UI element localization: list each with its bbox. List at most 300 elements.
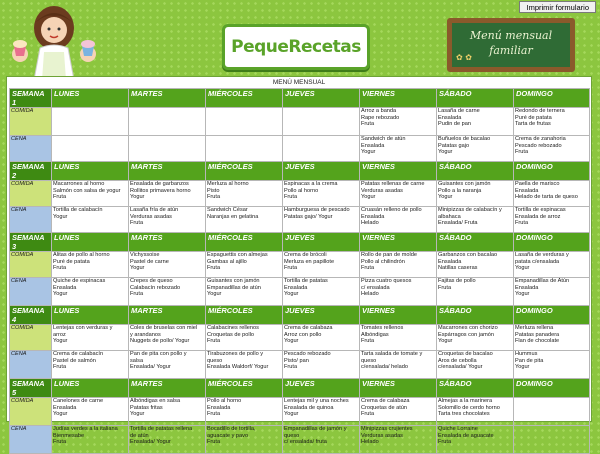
dish-item: Verduras asadas — [130, 213, 172, 220]
dish-item: Ensalada/ Yogur — [130, 364, 171, 371]
day-header: LUNES — [52, 233, 129, 252]
menu-cell[interactable] — [283, 207, 360, 233]
dish-item: Yogur — [438, 338, 453, 345]
dish-item: Naranjas en gelatina — [207, 213, 259, 220]
day-header: VIERNES — [360, 233, 437, 252]
menu-panel — [6, 76, 592, 446]
dish-item: Pollo al horno — [284, 187, 319, 194]
dish-item: Rape rebozado — [361, 114, 400, 121]
day-header: MIÉRCOLES — [206, 379, 283, 398]
menu-cell[interactable] — [206, 398, 283, 426]
dish-item: Sandwich César — [207, 207, 248, 213]
dish-item: Bocadillo de tortilla, — [207, 426, 256, 432]
comida-row — [10, 252, 590, 278]
menu-cell[interactable] — [437, 278, 514, 306]
dish-item: Macarrones al horno — [53, 181, 105, 187]
dish-item: Yogur — [361, 194, 376, 201]
day-header: MIÉRCOLES — [206, 233, 283, 252]
week-label: SEMANA 3 — [10, 233, 52, 252]
menu-cell[interactable] — [514, 351, 590, 379]
dish-item: Coles de bruselas con miel — [130, 325, 198, 331]
dish-item: Patatas fritas — [130, 404, 163, 411]
menu-cell[interactable] — [283, 325, 360, 351]
dish-item: Merluza en papillote — [284, 258, 335, 265]
dish-item: Fruta — [53, 439, 67, 446]
menu-cell[interactable] — [514, 252, 590, 278]
dish-item: Tirabuzones de pollo y — [207, 351, 264, 357]
dish-item: Fruta — [361, 265, 375, 272]
dish-item: Alitas de pollo al horno — [53, 252, 110, 258]
menu-cell[interactable] — [283, 426, 360, 454]
menu-cell[interactable] — [283, 252, 360, 278]
comida-row — [10, 325, 590, 351]
menu-cell[interactable] — [360, 252, 437, 278]
dish-item: Fruta — [207, 265, 221, 272]
week-label: SEMANA 2 — [10, 162, 52, 181]
dish-item: Pastel de salmón — [53, 357, 96, 364]
dish-item: Merluza rellena — [515, 325, 554, 331]
menu-cell[interactable] — [514, 181, 590, 207]
dish-item: Puré de patata — [515, 114, 552, 121]
dish-item: Tortilla de espinacas — [515, 207, 566, 213]
menu-cell[interactable] — [129, 278, 206, 306]
day-header: DOMINGO — [514, 162, 590, 181]
dish-item: Garbanzos con bacalao — [438, 252, 498, 258]
dish-item: Yogur — [130, 265, 145, 272]
dish-item: Pizza cuatro quesos — [361, 278, 412, 284]
menu-cell[interactable] — [360, 426, 437, 454]
dish-item: Ensalada — [53, 284, 77, 291]
chalkboard-sign — [447, 18, 575, 72]
menu-cell[interactable] — [52, 398, 129, 426]
print-form-button[interactable]: Imprimir formulario — [519, 1, 596, 13]
dish-item: Fruta — [361, 338, 375, 345]
day-header: LUNES — [52, 162, 129, 181]
day-header: JUEVES — [283, 379, 360, 398]
dish-item: Fruta — [361, 411, 375, 418]
dish-item: Vichyssoise — [130, 252, 160, 258]
dish-item: Pollo a la naranja — [438, 187, 482, 194]
dish-item: Yogur — [515, 291, 530, 298]
menu-cell[interactable] — [360, 325, 437, 351]
day-header: VIERNES — [360, 162, 437, 181]
day-header: LUNES — [52, 379, 129, 398]
dish-item: queso — [361, 357, 377, 364]
dish-item: Ensalada — [515, 284, 539, 291]
menu-cell[interactable] — [206, 108, 283, 136]
day-header: LUNES — [52, 306, 129, 325]
menu-cell[interactable] — [129, 426, 206, 454]
day-header: JUEVES — [283, 233, 360, 252]
menu-cell[interactable] — [52, 252, 129, 278]
chef-girl-illustration — [6, 2, 102, 80]
comida-row — [10, 181, 590, 207]
comida-label: COMIDA — [10, 398, 52, 426]
menu-cell[interactable] — [283, 108, 360, 136]
cena-label: CENA — [10, 136, 52, 162]
dish-item: Judías verdes a la italiana — [53, 426, 118, 432]
menu-table — [9, 88, 590, 454]
dish-item: Fruta — [207, 338, 221, 345]
dish-item: aguacate y pavo — [207, 432, 249, 439]
menu-cell[interactable] — [52, 351, 129, 379]
dish-item: Yogur — [53, 338, 68, 345]
menu-cell[interactable] — [52, 108, 129, 136]
dish-item: Helado de tarta de queso — [515, 194, 578, 201]
menu-cell[interactable] — [283, 351, 360, 379]
dish-item: Croquetas de pollo — [207, 331, 254, 338]
dish-item: Natillas caseras — [438, 265, 478, 272]
dish-item: Guisantes con jamón — [438, 181, 491, 187]
dish-item: Ensalada de quinoa — [284, 404, 334, 411]
dish-item: c/ ensalada — [361, 284, 390, 291]
dish-item: Pastel de carne — [130, 258, 169, 265]
dish-item: queso — [284, 432, 300, 439]
dish-item: Pan de pita con pollo y — [130, 351, 187, 357]
dish-item: Verduras asadas — [361, 187, 403, 194]
dish-item: Yogur — [53, 291, 68, 298]
day-header: VIERNES — [360, 379, 437, 398]
menu-cell[interactable] — [514, 278, 590, 306]
menu-cell[interactable] — [129, 181, 206, 207]
cena-row — [10, 278, 590, 306]
dish-item: Crema de calabacín — [53, 351, 104, 357]
menu-cell[interactable] — [283, 181, 360, 207]
dish-item: y arandanos — [130, 331, 161, 338]
dish-item: Arroz con pollo — [284, 331, 322, 338]
menu-cell[interactable] — [206, 207, 283, 233]
dish-item: albahaca — [438, 213, 461, 220]
menu-cell[interactable] — [129, 398, 206, 426]
day-header: MARTES — [129, 379, 206, 398]
menu-cell[interactable] — [360, 278, 437, 306]
dish-item: Espárragos con jamón — [438, 331, 494, 338]
dish-item: Croquetas de bacalao — [438, 351, 493, 357]
dish-item: Empanadillas de atún — [207, 284, 261, 291]
dish-item: Ensalada de garbanzos — [130, 181, 189, 187]
week-header-row — [10, 89, 590, 108]
menu-cell[interactable] — [514, 207, 590, 233]
menu-cell[interactable] — [52, 325, 129, 351]
dish-item: Yogur — [53, 411, 68, 418]
dish-item: Fruta — [515, 220, 529, 227]
dish-item: Quiche Lorraine — [438, 426, 478, 432]
day-header: SÁBADO — [437, 379, 514, 398]
dish-item: Crema de calabaza — [284, 325, 333, 331]
dish-item: Yogur — [284, 291, 299, 298]
menu-cell[interactable] — [129, 136, 206, 162]
menu-cell[interactable] — [206, 136, 283, 162]
dish-item: Hummus — [515, 351, 538, 357]
day-header: MARTES — [129, 89, 206, 108]
menu-cell[interactable] — [437, 108, 514, 136]
day-header: SÁBADO — [437, 233, 514, 252]
day-header: MARTES — [129, 233, 206, 252]
menu-cell[interactable] — [437, 252, 514, 278]
dish-item: Pescado rebozado — [515, 142, 562, 149]
dish-item: Ensalada de arroz — [515, 213, 561, 220]
dish-item: Ensalada — [284, 284, 308, 291]
menu-cell[interactable] — [437, 325, 514, 351]
menu-cell[interactable] — [360, 207, 437, 233]
menu-cell[interactable] — [360, 398, 437, 426]
cena-row — [10, 351, 590, 379]
menu-cell[interactable] — [52, 136, 129, 162]
week-header-row — [10, 306, 590, 325]
dish-item: Rollo de pan de molde — [361, 252, 417, 258]
dish-item: Yogur — [284, 338, 299, 345]
dish-item: Nuggets de pollo/ Yogur — [130, 338, 190, 345]
dish-item: Gambas al ajillo — [207, 258, 247, 265]
menu-cell[interactable] — [52, 278, 129, 306]
dish-item: Yogur — [361, 149, 376, 156]
menu-cell[interactable] — [129, 108, 206, 136]
dish-item: Ensalada/ Fruta — [438, 220, 478, 227]
menu-cell[interactable] — [283, 136, 360, 162]
dish-item: Lentejas con verduras y — [53, 325, 113, 331]
day-header: VIERNES — [360, 306, 437, 325]
comida-label: COMIDA — [10, 181, 52, 207]
dish-item: Fajitas de pollo — [438, 278, 476, 284]
dish-item: Solomillo de cerdo horno — [438, 404, 500, 411]
menu-cell[interactable] — [514, 136, 590, 162]
day-header: MARTES — [129, 162, 206, 181]
cena-row — [10, 426, 590, 454]
dish-item: Espaguettis con almejas — [207, 252, 268, 258]
cena-label: CENA — [10, 278, 52, 306]
menu-cell[interactable] — [437, 181, 514, 207]
dish-item: Yogur — [515, 364, 530, 371]
day-header: DOMINGO — [514, 233, 590, 252]
dish-item: Yogur — [284, 411, 299, 418]
dish-item: Ensalada/ Yogur — [130, 439, 171, 446]
menu-cell[interactable] — [437, 398, 514, 426]
dish-item: Ensalada de aguacate — [438, 432, 494, 439]
dish-item: Lasaña de verduras y — [515, 252, 569, 258]
menu-cell[interactable] — [129, 351, 206, 379]
dish-item: Almejas a la marinera — [438, 398, 493, 404]
dish-item: Aros de cebolla — [438, 357, 477, 364]
dish-item: Helado — [361, 220, 379, 227]
dish-item: Lasaña de carne — [438, 108, 480, 114]
dish-item: Pisto/ pan — [284, 357, 309, 364]
day-header: JUEVES — [283, 306, 360, 325]
dish-item: Empanadillas de jamón y — [284, 426, 347, 432]
dish-item: Hamburguesa de pescado — [284, 207, 350, 213]
comida-label: COMIDA — [10, 325, 52, 351]
week-label: SEMANA 1 — [10, 89, 52, 108]
dish-item: Fruta — [207, 194, 221, 201]
week-header-row — [10, 233, 590, 252]
menu-cell[interactable] — [514, 325, 590, 351]
dish-item: queso — [207, 357, 223, 364]
day-header: MIÉRCOLES — [206, 306, 283, 325]
dish-item: Yogur — [438, 194, 453, 201]
dish-item: Fruta — [53, 265, 67, 272]
menu-cell[interactable] — [52, 181, 129, 207]
dish-item: Minipizzas de calabacín y — [438, 207, 502, 213]
menu-cell[interactable] — [514, 108, 590, 136]
day-header: SÁBADO — [437, 89, 514, 108]
dish-item: Tomates rellenos — [361, 325, 404, 331]
dish-item: Tarta de frutas — [515, 121, 551, 128]
menu-cell[interactable] — [360, 136, 437, 162]
menu-cell[interactable] — [206, 325, 283, 351]
dish-item: c/ ensalada/ fruta — [284, 439, 327, 446]
cena-label: CENA — [10, 426, 52, 454]
dish-item: Macarrones con chorizo — [438, 325, 498, 331]
dish-item: Tortilla de calabacín — [53, 207, 103, 213]
menu-cell[interactable] — [129, 207, 206, 233]
dish-item: Minipizzas crujientes — [361, 426, 413, 432]
comida-row — [10, 108, 590, 136]
week-label: SEMANA 4 — [10, 306, 52, 325]
menu-cell[interactable] — [206, 252, 283, 278]
dish-item: Pisto — [207, 187, 220, 194]
menu-cell[interactable] — [360, 351, 437, 379]
dish-item: Fruta — [284, 265, 298, 272]
dish-item: Ensalada — [438, 258, 462, 265]
menu-cell[interactable] — [52, 207, 129, 233]
day-header: SÁBADO — [437, 162, 514, 181]
menu-cell[interactable] — [206, 351, 283, 379]
dish-item: Croquetas de atún — [361, 404, 408, 411]
dish-item: Pudin de pan — [438, 121, 471, 128]
dish-item: patata c/ensalada — [515, 258, 560, 265]
cena-row — [10, 136, 590, 162]
dish-item: Pan de pita — [515, 357, 544, 364]
menu-cell[interactable] — [437, 351, 514, 379]
dish-item: c/ensalada/ helado — [361, 364, 408, 371]
dish-item: Ensalada — [515, 187, 539, 194]
menu-cell[interactable] — [129, 325, 206, 351]
menu-cell[interactable] — [360, 181, 437, 207]
dish-item: de atún — [130, 432, 149, 439]
dish-item: Crema de zanahoria — [515, 136, 566, 142]
dish-item: Rollitos primavera horno — [130, 187, 191, 194]
dish-item: Ensalada — [207, 404, 231, 411]
menu-cell[interactable] — [360, 108, 437, 136]
dish-item: Redondo de ternera — [515, 108, 565, 114]
dish-item: Helado — [361, 439, 379, 446]
day-header: LUNES — [52, 89, 129, 108]
dish-item: Quiche de espinacas — [53, 278, 106, 284]
dish-item: Lentejas mil y una noches — [284, 398, 349, 404]
dish-item: Pescado rebozado — [284, 351, 331, 357]
dish-item: Ensalada — [361, 142, 385, 149]
pequerecetas-logo: PequeRecetas — [222, 24, 370, 70]
menu-cell[interactable] — [206, 181, 283, 207]
dish-item: Arroz a banda — [361, 108, 397, 114]
menu-cell[interactable] — [129, 252, 206, 278]
day-header: VIERNES — [360, 89, 437, 108]
dish-item: arroz — [53, 331, 66, 338]
dish-item: Yogur — [515, 265, 530, 272]
dish-item: Paella de marisco — [515, 181, 560, 187]
menu-cell[interactable] — [437, 136, 514, 162]
comida-label: COMIDA — [10, 108, 52, 136]
dish-item: Espinacas a la crema — [284, 181, 338, 187]
dish-item: Salmón con salsa de yogur — [53, 187, 121, 194]
week-header-row — [10, 162, 590, 181]
dish-item: Fruta — [284, 364, 298, 371]
menu-cell[interactable] — [283, 398, 360, 426]
comida-label: COMIDA — [10, 252, 52, 278]
dish-item: Fruta — [361, 121, 375, 128]
dish-item: Canelones de carne — [53, 398, 104, 404]
dish-item: Verduras asadas — [361, 432, 403, 439]
dish-item: Yogur — [53, 213, 68, 220]
dish-item: Calabacines rellenos — [207, 325, 259, 331]
day-header: SÁBADO — [437, 306, 514, 325]
dish-item: Yogur — [130, 411, 145, 418]
chalkboard-line-2: familiar — [489, 44, 533, 57]
dish-item: Fruta — [53, 364, 67, 371]
dish-item: Fruta — [130, 220, 144, 227]
dish-item: Guisantes con jamón — [207, 278, 260, 284]
dish-item: Bienmesabe — [53, 432, 85, 439]
day-header: DOMINGO — [514, 379, 590, 398]
day-header: DOMINGO — [514, 306, 590, 325]
dish-item: Crepes de queso — [130, 278, 173, 284]
dish-item: Buñuelos de bacalao — [438, 136, 491, 142]
dish-item: Tortilla de patatas rellena — [130, 426, 193, 432]
dish-item: Fruta — [53, 194, 67, 201]
cena-label: CENA — [10, 351, 52, 379]
menu-cell[interactable] — [514, 398, 590, 426]
dish-item: Patatas rellenas de carne — [361, 181, 425, 187]
dish-item: Albóndigas — [361, 331, 389, 338]
dish-item: Patatas panadera — [515, 331, 560, 338]
cena-label: CENA — [10, 207, 52, 233]
menu-cell[interactable] — [514, 426, 590, 454]
dish-item: Ensalada — [53, 404, 77, 411]
day-header: DOMINGO — [514, 89, 590, 108]
dish-item: Pollo al chilindrón — [361, 258, 405, 265]
dish-item: Yogur — [130, 194, 145, 201]
dish-item: salsa — [130, 357, 144, 364]
menu-cell[interactable] — [206, 278, 283, 306]
dish-item: Puré de patata — [53, 258, 90, 265]
dish-item: Sandwich de atún — [361, 136, 406, 142]
dish-item: Merluza al horno — [207, 181, 249, 187]
dish-item: Crema de calabaza — [361, 398, 410, 404]
dish-item: Tarta tres chocolates — [438, 411, 490, 418]
day-header: JUEVES — [283, 89, 360, 108]
dish-item: Fruta — [207, 439, 221, 446]
menu-cell[interactable] — [52, 426, 129, 454]
dish-item: Flan de chocolate — [515, 338, 560, 345]
menu-cell[interactable] — [206, 426, 283, 454]
dish-item: Calabacín rebozado — [130, 284, 181, 291]
menu-cell[interactable] — [437, 207, 514, 233]
menu-cell[interactable] — [283, 278, 360, 306]
dish-item: Empanadillas de Atún — [515, 278, 570, 284]
dish-item: Helado — [361, 291, 379, 298]
dish-item: Fruta — [438, 439, 452, 446]
dish-item: Crema de brócoli — [284, 252, 327, 258]
dish-item: Fruta — [515, 149, 529, 156]
day-header: MIÉRCOLES — [206, 162, 283, 181]
dish-item: c/ensalada/ Yogur — [438, 364, 483, 371]
dish-item: Fruta — [207, 411, 221, 418]
menu-cell[interactable] — [437, 426, 514, 454]
cena-row — [10, 207, 590, 233]
dish-item: Patatas gajo — [438, 142, 470, 149]
dish-item: Yogur — [438, 149, 453, 156]
comida-row — [10, 398, 590, 426]
day-header: JUEVES — [283, 162, 360, 181]
